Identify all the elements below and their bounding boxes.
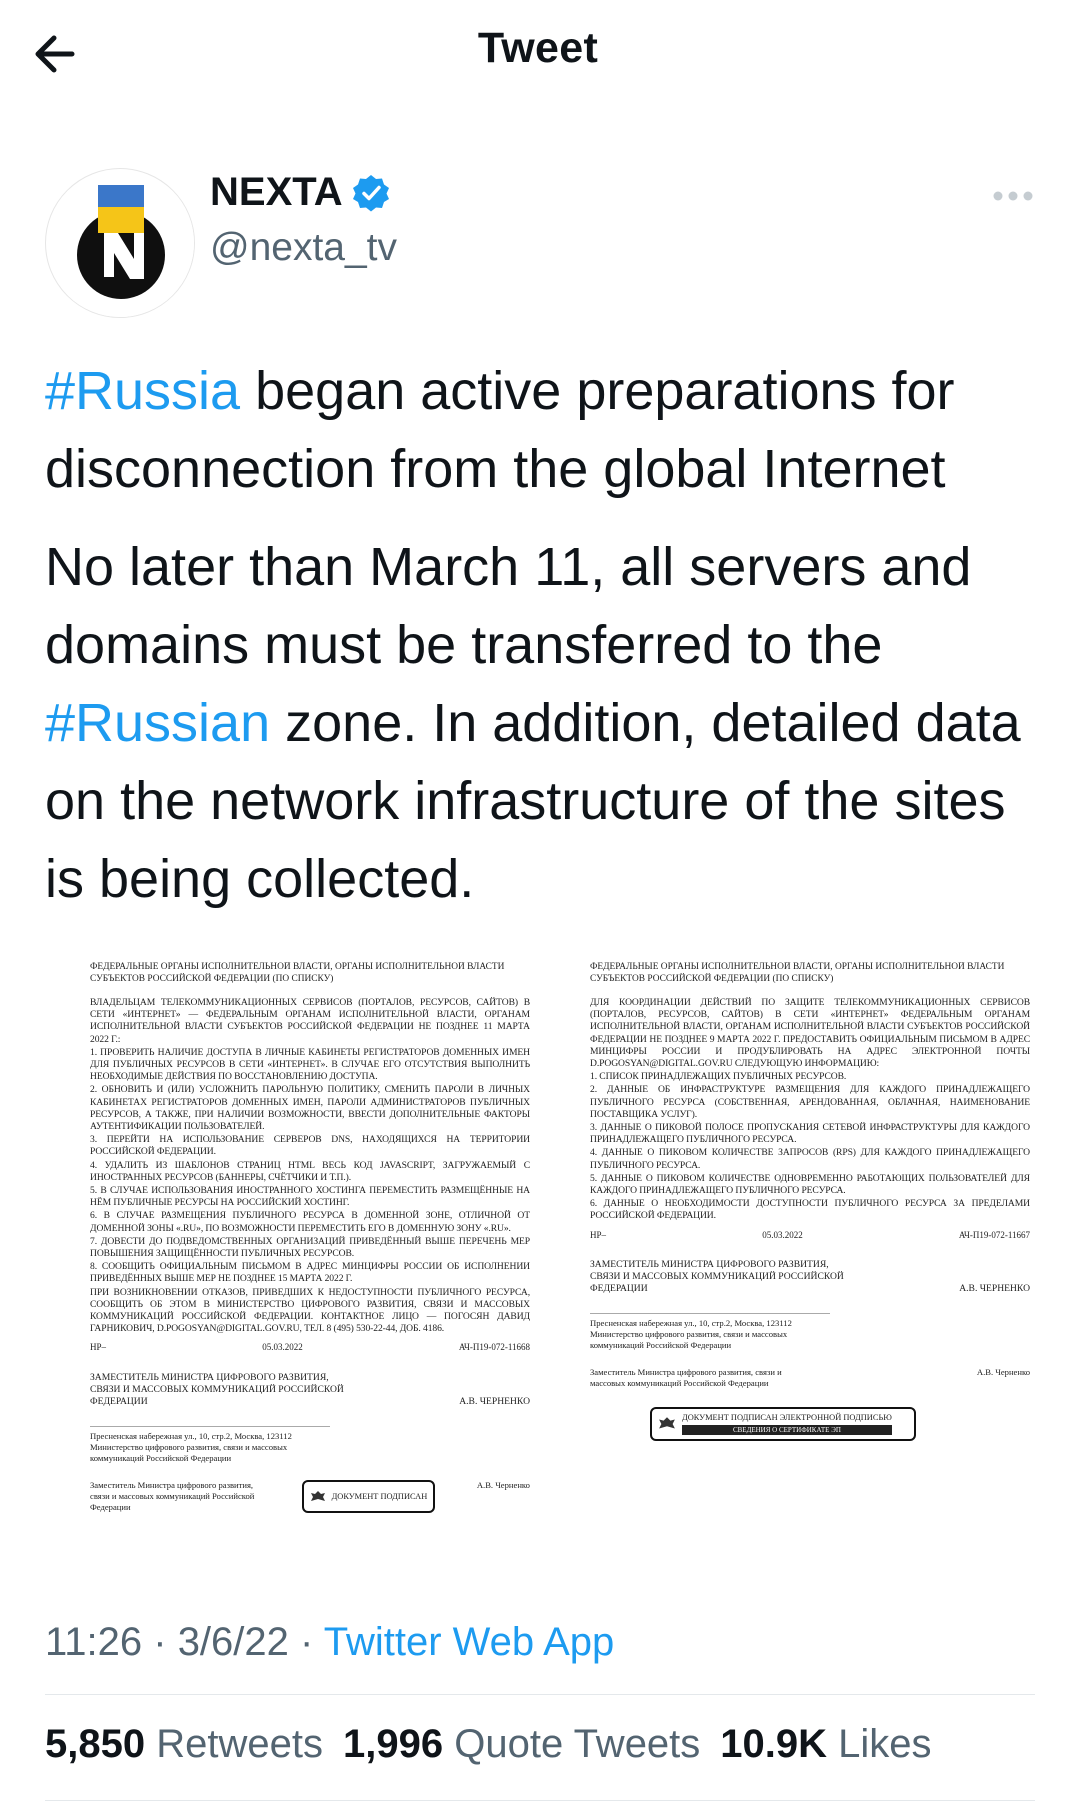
doc-paragraph: 8. СООБЩИТЬ ОФИЦИАЛЬНЫМ ПИСЬМОМ В АДРЕС МИНЦИФРЫ РОССИИ ОБ ИСПОЛНЕНИИ ПРИВЕДЁННЫХ ВЫШЕ МЕР НЕ ПОЗДНЕЕ 15 МАРТА 2022 Г. xyxy=(90,1261,530,1285)
doc-body xyxy=(590,997,1030,1223)
doc-paragraph: 2. ДАННЫЕ ОБ ИНФРАСТРУКТУРЕ РАЗМЕЩЕНИЯ ДЛЯ КАЖДОГО ПРИНАДЛЕЖАЩЕГО ПУБЛИЧНОГО РЕСУРСА (СОБСТВЕННАЯ, АРЕНДОВАННАЯ, ОБЛАЧНАЯ, НАИМЕНОВАНИЕ ПОСТАВЩИКА УСЛУГ). xyxy=(590,1084,1030,1120)
author-handle[interactable]: @nexta_tv xyxy=(210,226,398,269)
doc-paragraph: 1. СПИСОК ПРИНАДЛЕЖАЩИХ ПУБЛИЧНЫХ РЕСУРСОВ. xyxy=(590,1071,847,1083)
doc-number: АЧ-П19-072-11668 xyxy=(458,1342,530,1353)
likes-stat[interactable] xyxy=(720,1722,931,1767)
doc-paragraph: 4. УДАЛИТЬ ИЗ ШАБЛОНОВ СТРАНИЦ HTML ВЕСЬ КОД JAVASCRIPT, ЗАГРУЖАЕМЫЙ С ИНОСТРАННЫХ РЕСУРСОВ (БАННЕРЫ, СЧЁТЧИКИ И Т.П.). xyxy=(90,1159,530,1183)
doc-recipient: ФЕДЕРАЛЬНЫЕ ОРГАНЫ ИСПОЛНИТЕЛЬНОЙ ВЛАСТИ, ОРГАНЫ ИСПОЛНИТЕЛЬНОЙ ВЛАСТИ СУБЪЕКТОВ РОССИЙСКОЙ ФЕДЕРАЦИИ (ПО СПИСКУ) xyxy=(590,962,1005,984)
tweet-paragraph-1 xyxy=(45,352,1055,508)
doc-footer-title: Заместитель Министра цифрового развития, связи и массовых коммуникаций Российской Федерации xyxy=(90,1480,255,1513)
doc-paragraph: 3. ПЕРЕЙТИ НА ИСПОЛЬЗОВАНИЕ СЕРВЕРОВ DNS, НАХОДЯЩИХСЯ НА ТЕРРИТОРИИ РОССИЙСКОЙ ФЕДЕРАЦИИ. xyxy=(90,1134,530,1158)
doc-paragraph: 1. ПРОВЕРИТЬ НАЛИЧИЕ ДОСТУПА В ЛИЧНЫЕ КАБИНЕТЫ РЕГИСТРАТОРОВ ДОМЕННЫХ ИМЕН ДЛЯ ПУБЛИЧНЫХ РЕСУРСОВ В СЕТИ «ИНТЕРНЕТ». В СЛУЧАЕ ЕГО ОТСУТСТВИЯ ВЫПОЛНИТЬ НЕОБХОДИМЫЕ ДЕЙСТВИЯ ПО ВОССТАНОВЛЕНИЮ ДОСТУПА. xyxy=(90,1046,530,1083)
doc-date: 05.03.2022 xyxy=(762,1229,803,1240)
divider xyxy=(45,1694,1035,1695)
doc-footer-title: Заместитель Министра цифрового развития, связи и массовых коммуникаций Российской Федерации xyxy=(590,1367,782,1389)
doc-footer-name: А.В. Черненко xyxy=(476,1480,530,1491)
doc-address: Пресненская набережная ул., 10, стр.2, Москва, 123112 Министерство цифрового развития, связи и массовых коммуникаций Российской Федерации xyxy=(90,1426,330,1464)
doc-paragraph: 2. ОБНОВИТЬ И (ИЛИ) УСЛОЖНИТЬ ПАРОЛЬНУЮ ПОЛИТИКУ, СМЕНИТЬ ПАРОЛИ В ЛИЧНЫХ КАБИНЕТАХ РЕГИСТРАТОРОВ ДОМЕННЫХ ИМЕН, ПАРОЛИ АДМИНИСТРАТОРОВ ПУБЛИЧНЫХ РЕСУРСОВ, А ТАКЖЕ, ПРИ НАЛИЧИИ ВОЗМОЖНОСТИ, ВВЕСТИ ДОПОЛНИТЕЛЬНЫЕ ФАКТОРЫ АУТЕНТИФИКАЦИИ ПОЛЬЗОВАТЕЛЕЙ. xyxy=(90,1084,530,1133)
attached-document-image-1[interactable] xyxy=(90,962,530,1572)
signature-stamp xyxy=(650,1407,916,1441)
hashtag-russian-link[interactable]: #Russian xyxy=(45,693,271,753)
doc-paragraph: 6. ДАННЫЕ О НЕОБХОДИМОСТИ ДОСТУПНОСТИ ПУБЛИЧНОГО РЕСУРСА ЗА ПРЕДЕЛАМИ РОССИЙСКОЙ ФЕДЕРАЦИИ. xyxy=(590,1198,1030,1222)
avatar[interactable] xyxy=(45,168,195,318)
doc-signer xyxy=(590,1259,1030,1296)
quote-tweets-stat[interactable] xyxy=(343,1722,700,1767)
doc-paragraph: 4. ДАННЫЕ О ПИКОВОМ КОЛИЧЕСТВЕ ЗАПРОСОВ (RPS) ДЛЯ КАЖДОГО ПРИНАДЛЕЖАЩЕГО ПУБЛИЧНОГО РЕСУРСА. xyxy=(590,1147,1030,1171)
doc-paragraph: 7. ДОВЕСТИ ДО ПОДВЕДОМСТВЕННЫХ ОРГАНИЗАЦИЙ ПРИВЕДЁННЫЙ ВЫШЕ ПЕРЕЧЕНЬ МЕР ПОВЫШЕНИЯ ЗАЩИЩЁННОСТИ ПУБЛИЧНЫХ РЕСУРСОВ. xyxy=(90,1235,530,1260)
retweets-count: 5,850 xyxy=(45,1722,146,1766)
top-bar xyxy=(0,0,1080,108)
stamp-subtitle: СВЕДЕНИЯ О СЕРТИФИКАТЕ ЭП xyxy=(682,1425,892,1435)
verified-badge-icon xyxy=(351,173,391,213)
author-name-text: NEXTA xyxy=(210,170,343,214)
tweet-text: began active preparations for disconnection from the global Internet xyxy=(45,361,955,499)
doc-paragraph: 3. ДАННЫЕ О ПИКОВОЙ ПОЛОСЕ ПРОПУСКАНИЯ СЕТЕВОЙ ИНФРАСТРУКТУРЫ ДЛЯ КАЖДОГО ПРИНАДЛЕЖАЩЕГО ПУБЛИЧНОГО РЕСУРСА. xyxy=(590,1122,1030,1146)
doc-signer-name: А.В. ЧЕРНЕНКО xyxy=(959,1283,1030,1295)
tweet-timestamp xyxy=(45,1620,614,1665)
tweet-time[interactable]: 11:26 xyxy=(45,1620,143,1664)
divider xyxy=(45,1800,1035,1801)
tweet-text: zone. In addition, detailed data on the network infrastructure of the sites is being collected. xyxy=(45,693,1021,909)
doc-date: 05.03.2022 xyxy=(262,1342,303,1353)
likes-label: Likes xyxy=(838,1722,932,1766)
tweet-date[interactable]: 3/6/22 xyxy=(177,1620,289,1664)
retweets-stat[interactable] xyxy=(45,1722,323,1767)
doc-paragraph: 5. В СЛУЧАЕ ИСПОЛЬЗОВАНИЯ ИНОСТРАННОГО ХОСТИНГА ПЕРЕМЕСТИТЬ РАЗМЕЩЁННЫЕ НА НЁМ ПУБЛИЧНЫЕ РЕСУРСЫ НА РОССИЙСКИЙ ХОСТИНГ. xyxy=(90,1185,530,1209)
separator-dot: · xyxy=(142,1620,178,1664)
doc-signer-title: ЗАМЕСТИТЕЛЬ МИНИСТРА ЦИФРОВОГО РАЗВИТИЯ, СВЯЗИ И МАССОВЫХ КОММУНИКАЦИЙ РОССИЙСКОЙ ФЕДЕРАЦИИ xyxy=(590,1258,844,1295)
doc-address: Пресненская набережная ул., 10, стр.2, Москва, 123112 Министерство цифрового развития, связи и массовых коммуникаций Российской Федерации xyxy=(590,1313,830,1351)
doc-footer-name: А.В. Черненко xyxy=(976,1367,1030,1378)
retweets-label: Retweets xyxy=(156,1722,323,1766)
quotes-count: 1,996 xyxy=(342,1722,444,1766)
doc-paragraph: 6. В СЛУЧАЕ РАЗМЕЩЕНИЯ ПУБЛИЧНОГО РЕСУРСА В ДОМЕННОЙ ЗОНЕ, ОТЛИЧНОЙ ОТ ДОМЕННОЙ ЗОНЫ «.RU», ПО ВОЗМОЖНОСТИ ПЕРЕМЕСТИТЬ ЕГО В ДОМЕННУЮ ЗОНУ «.RU». xyxy=(90,1210,530,1234)
stamp-text: ДОКУМЕНТ ПОДПИСАН xyxy=(331,1491,428,1501)
stamp-title: ДОКУМЕНТ ПОДПИСАН ЭЛЕКТРОННОЙ ПОДПИСЬЮ xyxy=(682,1413,892,1423)
doc-footer xyxy=(590,1367,1030,1389)
page-title: Tweet xyxy=(477,24,599,72)
engagement-stats xyxy=(45,1722,932,1767)
doc-paragraph: 5. ДАННЫЕ О ПИКОВОМ КОЛИЧЕСТВЕ ОДНОВРЕМЕННО РАБОТАЮЩИХ ПОЛЬЗОВАТЕЛЕЙ ДЛЯ КАЖДОГО ПРИНАДЛЕЖАЩЕГО ПУБЛИЧНОГО РЕСУРСА. xyxy=(590,1172,1030,1197)
doc-reference-line xyxy=(90,1341,530,1353)
tweet-text: No later than March 11, all servers and domains must be transferred to the xyxy=(45,537,972,675)
emblem-icon xyxy=(310,1490,326,1504)
doc-signer-name: А.В. ЧЕРНЕНКО xyxy=(459,1396,530,1408)
doc-signer xyxy=(90,1372,530,1409)
quotes-label: Quote Tweets xyxy=(454,1722,701,1766)
tweet-paragraph-2 xyxy=(45,528,1055,918)
doc-footer xyxy=(90,1480,530,1513)
more-options-icon[interactable] xyxy=(990,186,1036,206)
doc-paragraph: ВЛАДЕЛЬЦАМ ТЕЛЕКОММУНИКАЦИОННЫХ СЕРВИСОВ (ПОРТАЛОВ, РЕСУРСОВ, САЙТОВ) В СЕТИ «ИНТЕРНЕТ» — ФЕДЕРАЛЬНЫМ ОРГАНАМ ИСПОЛНИТЕЛЬНОЙ ВЛАСТИ, ОРГАНАМ ИСПОЛНИТЕЛЬНОЙ ВЛАСТИ СУБЪЕКТОВ РОССИЙСКОЙ ФЕДЕРАЦИИ НЕ ПОЗДНЕЕ 11 МАРТА 2022 Г.: xyxy=(90,997,530,1045)
signature-stamp xyxy=(302,1480,436,1513)
doc-paragraph: ДЛЯ КООРДИНАЦИИ ДЕЙСТВИЙ ПО ЗАЩИТЕ ТЕЛЕКОММУНИКАЦИОННЫХ СЕРВИСОВ (ПОРТАЛОВ, РЕСУРСОВ, САЙТОВ) В СЕТИ «ИНТЕРНЕТ» ФЕДЕРАЛЬНЫМ ОРГАНАМ ИСПОЛНИТЕЛЬНОЙ ВЛАСТИ, ОРГАНАМ ИСПОЛНИТЕЛЬНОЙ ВЛАСТИ СУБЪЕКТОВ РОССИЙСКОЙ ФЕДЕРАЦИИ НЕ ПОЗДНЕЕ 9 МАРТА 2022 Г. ПРЕДОСТАВИТЬ ОФИЦИАЛЬНЫМ ПИСЬМОМ В АДРЕС МИНЦИФРЫ РОССИИ И ПРОДУБЛИРОВАТЬ НА АДРЕС ЭЛЕКТРОННОЙ ПОЧТЫ D.POGOSYAN@DIGITAL.GOV.RU СЛЕДУЮЩУЮ ИНФОРМАЦИЮ: xyxy=(590,997,1030,1070)
doc-body xyxy=(90,997,530,1335)
separator-dot: · xyxy=(288,1620,324,1664)
doc-ref: НР– xyxy=(590,1229,607,1240)
likes-count: 10.9K xyxy=(720,1722,828,1766)
emblem-icon xyxy=(658,1416,676,1432)
author-name[interactable] xyxy=(210,170,391,215)
doc-paragraph: ПРИ ВОЗНИКНОВЕНИИ ОТКАЗОВ, ПРИВЕДШИХ К НЕДОСТУПНОСТИ ПУБЛИЧНОГО РЕСУРСА, СООБЩИТЬ ОБ ЭТОМ В МИНИСТЕРСТВО ЦИФРОВОГО РАЗВИТИЯ, СВЯЗИ И МАССОВЫХ КОММУНИКАЦИЙ РОССИЙСКОЙ ФЕДЕРАЦИИ. КОНТАКТНОЕ ЛИЦО — ПОГОСЯН ДАВИД ГАРНИКОВИЧ, D.POGOSYAN@DIGITAL.GOV.RU, ТЕЛ. 8 (495) 530-22-44, ДОБ. 4186. xyxy=(90,1286,530,1335)
doc-reference-line xyxy=(590,1229,1030,1241)
doc-recipient: ФЕДЕРАЛЬНЫЕ ОРГАНЫ ИСПОЛНИТЕЛЬНОЙ ВЛАСТИ, ОРГАНЫ ИСПОЛНИТЕЛЬНОЙ ВЛАСТИ СУБЪЕКТОВ РОССИЙСКОЙ ФЕДЕРАЦИИ (ПО СПИСКУ) xyxy=(90,962,505,984)
doc-ref: НР– xyxy=(90,1342,107,1353)
nexta-logo-icon xyxy=(46,169,195,318)
source-app-link[interactable]: Twitter Web App xyxy=(323,1620,615,1664)
doc-number: АЧ-П19-072-11667 xyxy=(958,1229,1030,1240)
doc-signer-title: ЗАМЕСТИТЕЛЬ МИНИСТРА ЦИФРОВОГО РАЗВИТИЯ, СВЯЗИ И МАССОВЫХ КОММУНИКАЦИЙ РОССИЙСКОЙ ФЕДЕРАЦИИ xyxy=(90,1371,344,1408)
hashtag-russia-link[interactable]: #Russia xyxy=(45,361,241,421)
attached-document-image-2[interactable] xyxy=(590,962,1030,1572)
